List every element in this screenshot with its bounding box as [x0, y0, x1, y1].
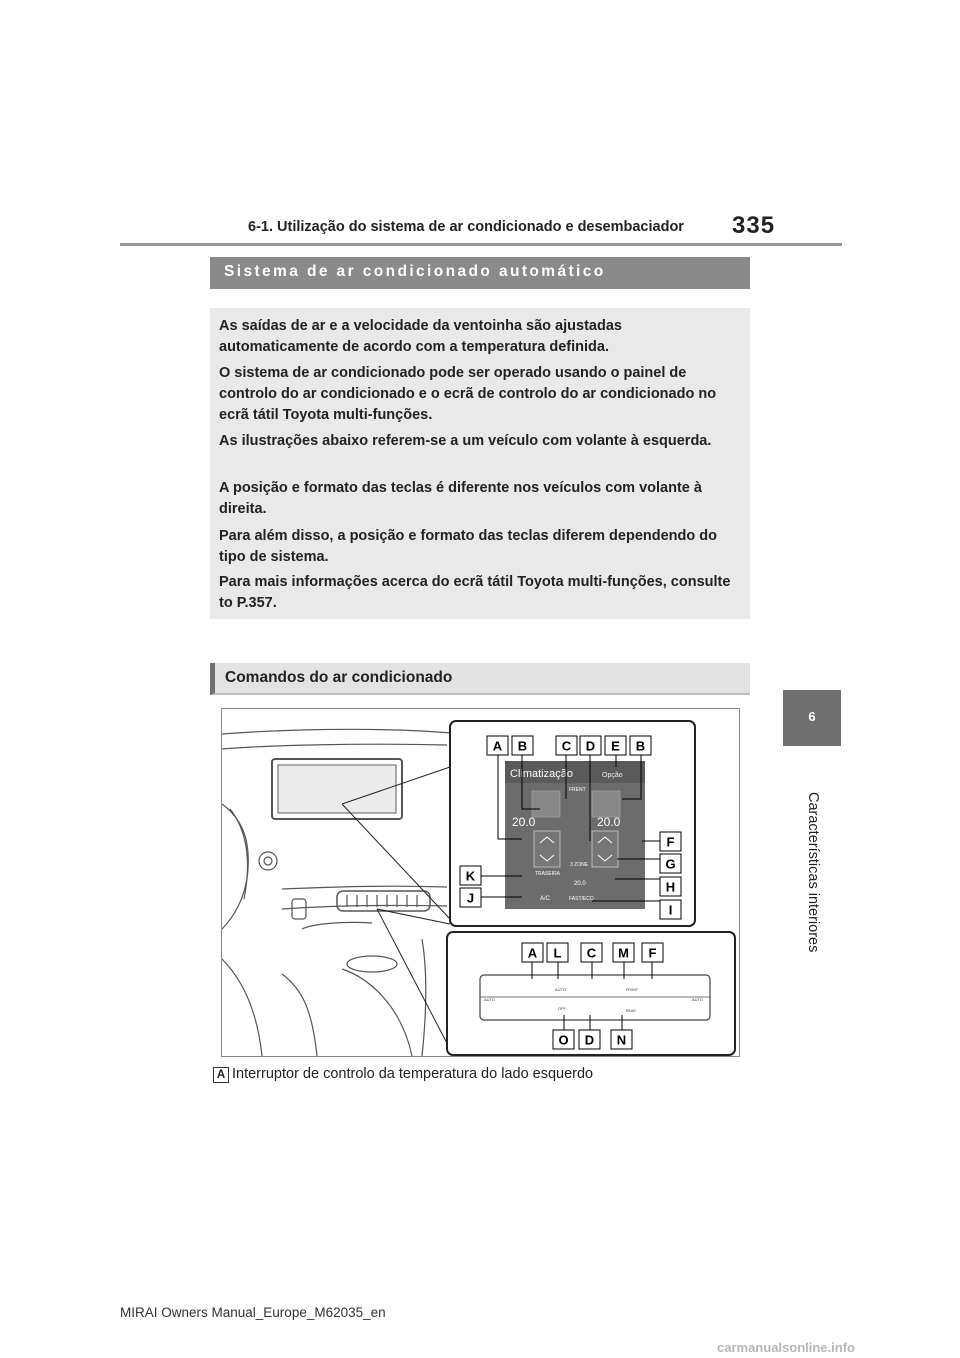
screen-front: FRENT: [569, 787, 586, 793]
intro-box: [210, 308, 750, 619]
callout-f: F: [666, 834, 675, 850]
intro-paragraph: O sistema de ar condicionado pode ser operado usando o painel de controlo do ar condicionado e o ecrã de controlo do ar condicionado no ecrã tátil Toyota multi-funções.: [219, 365, 717, 423]
panel-auto-left: AUTO: [484, 997, 496, 1002]
panel-auto-center: AUTO: [555, 987, 567, 992]
footer-text: MIRAI Owners Manual_Europe_M62035_en: [120, 1305, 386, 1320]
legend-text: Interruptor de controlo da temperatura do lado esquerdo: [232, 1066, 594, 1082]
callout-f: F: [648, 945, 657, 961]
header-title: 6-1. Utilização do sistema de ar condicionado e desembaciador: [248, 219, 684, 235]
section-title: Sistema de ar condicionado automático: [224, 263, 606, 280]
panel-auto-right: AUTO: [692, 997, 704, 1002]
callout-c: C: [561, 738, 572, 754]
callout-a: A: [492, 738, 503, 754]
intro-paragraph: Para mais informações acerca do ecrã tátil Toyota multi-funções, consulte to P.357.: [219, 574, 731, 611]
chapter-tab[interactable]: [783, 690, 841, 746]
header-rule: [120, 243, 842, 246]
subsection-title: Comandos do ar condicionado: [225, 669, 453, 686]
dashboard-illustration: [222, 709, 739, 1056]
intro-paragraph: A posição e formato das teclas é diferente nos veículos com volante à direita.: [219, 480, 702, 517]
legend-key: A: [213, 1067, 229, 1083]
screen-temp-left: 20.0: [512, 815, 536, 829]
callout-g: G: [665, 856, 676, 872]
callout-j: J: [466, 890, 475, 906]
screen-title: Climatização: [510, 768, 573, 780]
screen-temp-right: 20.0: [597, 815, 621, 829]
watermark: carmanualsonline.info: [717, 1340, 855, 1355]
page-number: 335: [732, 212, 776, 239]
right-seat-icon: [592, 791, 620, 817]
callout-i: I: [668, 902, 673, 918]
screen-rear: TRASEIRA: [535, 871, 561, 877]
left-seat-icon: [532, 791, 560, 817]
callout-c: C: [586, 945, 597, 961]
chapter-name: Características interiores: [805, 792, 821, 953]
callout-b: B: [517, 738, 528, 754]
panel-off: OFF: [558, 1006, 566, 1011]
intro-paragraph: Para além disso, a posição e formato das teclas diferem dependendo do tipo de sistema.: [219, 528, 717, 565]
chapter-number: 6: [808, 709, 816, 724]
section-heading: [210, 257, 750, 289]
intro-paragraph: As ilustrações abaixo referem-se a um veículo com volante à esquerda.: [219, 433, 712, 449]
callout-n: N: [616, 1032, 627, 1048]
intro-paragraph: As saídas de ar e a velocidade da ventoinha são ajustadas automaticamente de acordo com a temperatura definida.: [219, 318, 622, 355]
callout-a: A: [527, 945, 538, 961]
callout-o: O: [558, 1032, 569, 1048]
callout-d: D: [585, 738, 596, 754]
callout-e: E: [611, 738, 620, 754]
panel-rear: REAR: [626, 1009, 636, 1013]
callout-b: B: [635, 738, 646, 754]
control-panel: [480, 975, 710, 1020]
callout-d: D: [584, 1032, 595, 1048]
screen-option: Opção: [602, 772, 623, 779]
subsection-heading: [210, 663, 750, 695]
callout-l: L: [553, 945, 562, 961]
dashboard-figure: [221, 708, 740, 1057]
screen-zone: 3 ZONE: [570, 862, 589, 868]
screen-temp-rear: 20.0: [574, 881, 586, 887]
callout-m: M: [618, 945, 629, 961]
screen-fast-eco: FAST/ECO: [569, 896, 594, 902]
panel-front: FRONT: [626, 988, 639, 992]
callout-h: H: [665, 879, 676, 895]
callout-k: K: [465, 868, 476, 884]
screen-ac: A/C: [540, 896, 551, 902]
